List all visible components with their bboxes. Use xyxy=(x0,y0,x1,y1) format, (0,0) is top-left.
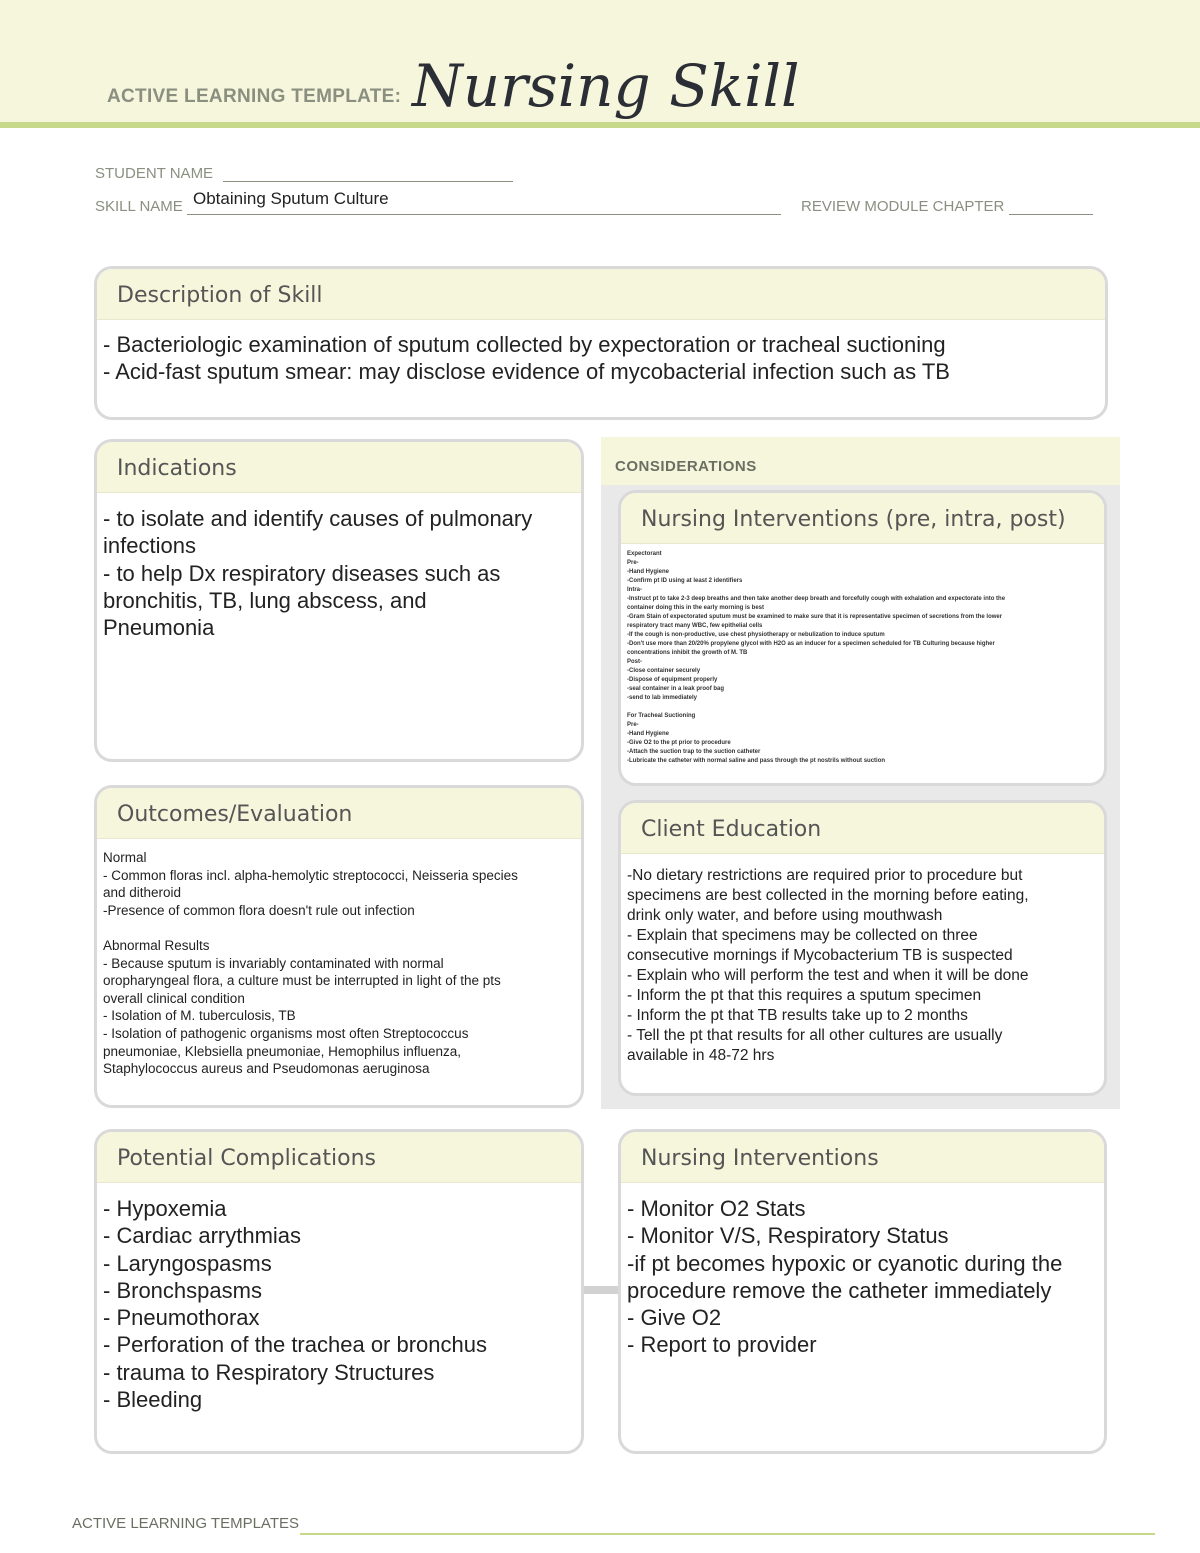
complications-header xyxy=(97,1132,581,1183)
ppp-line: concentrations inhibit the growth of M. TB xyxy=(627,650,748,656)
ppp-line: Pre- xyxy=(627,722,639,728)
indications-title: Indications xyxy=(117,456,237,481)
nursing-interventions-ppp-body xyxy=(621,544,1104,766)
ppp-line: Post- xyxy=(627,659,642,665)
client-education-line: -No dietary restrictions are required prior to procedure but xyxy=(627,867,1023,884)
ppp-line: Intra- xyxy=(627,587,642,593)
outcomes-line: - Isolation of pathogenic organisms most often Streptococcus xyxy=(103,1025,469,1041)
nursing-interventions-ppp-title: Nursing Interventions (pre, intra, post) xyxy=(641,507,1066,532)
indications-line: bronchitis, TB, lung abscess, and xyxy=(103,587,427,613)
footer-label: ACTIVE LEARNING TEMPLATES xyxy=(72,1515,299,1532)
indications-line: infections xyxy=(103,533,196,559)
complications-line: - Pneumothorax xyxy=(103,1305,260,1331)
description-header xyxy=(97,269,1105,320)
nursing-interventions-line: - Monitor V/S, Respiratory Status xyxy=(627,1223,949,1249)
client-education-line: - Inform the pt that this requires a sputum specimen xyxy=(627,987,982,1004)
client-education-line: drink only water, and before using mouthwash xyxy=(627,907,943,924)
complications-line: - Hypoxemia xyxy=(103,1196,227,1221)
outcomes-line: -Presence of common flora doesn't rule out infection xyxy=(103,902,415,918)
nursing-interventions-ppp-box xyxy=(618,490,1107,786)
outcomes-line: Abnormal Results xyxy=(103,937,210,953)
ppp-line: -send to lab immediately xyxy=(627,695,698,701)
review-module-line xyxy=(1009,200,1093,215)
ppp-line: -Hand Hygiene xyxy=(627,731,670,737)
nursing-interventions-line: procedure remove the catheter immediately xyxy=(627,1277,1052,1303)
client-education-line: - Explain who will perform the test and when it will be done xyxy=(627,967,1029,984)
footer-rule xyxy=(300,1533,1155,1535)
client-education-title: Client Education xyxy=(641,817,822,842)
connector-bar xyxy=(580,1286,622,1294)
complications-line: - Bleeding xyxy=(103,1387,203,1413)
nursing-interventions-body xyxy=(621,1183,1104,1359)
indications-body xyxy=(97,493,581,641)
complications-title: Potential Complications xyxy=(117,1146,376,1171)
nursing-interventions-line: -if pt becomes hypoxic or cyanotic during the xyxy=(627,1250,1063,1276)
client-education-line: available in 48-72 hrs xyxy=(627,1047,775,1064)
outcomes-line: Normal xyxy=(103,850,147,865)
student-name-label: STUDENT NAME xyxy=(95,165,214,182)
client-education-header xyxy=(621,803,1104,854)
ppp-line: -Confirm pt ID using at least 2 identifiers xyxy=(627,578,743,584)
header-rule xyxy=(0,122,1200,128)
indications-line: - to isolate and identify causes of pulmonary xyxy=(103,506,533,531)
considerations-label: CONSIDERATIONS xyxy=(615,458,757,475)
ppp-line: -seal container in a leak proof bag xyxy=(627,686,725,692)
description-title: Description of Skill xyxy=(117,283,323,308)
nursing-interventions-box xyxy=(618,1129,1107,1454)
review-module-field[interactable] xyxy=(801,198,1093,215)
outcomes-line: and ditheroid xyxy=(103,885,182,901)
description-box xyxy=(94,266,1108,420)
ppp-line: -If the cough is non-productive, use chest physiotherapy or nebulization to induce sputum xyxy=(627,632,885,638)
ppp-line: -Lubricate the catheter with normal saline and pass through the pt nostrils without suction xyxy=(627,758,886,764)
ppp-line: -Close container securely xyxy=(627,668,701,674)
complications-line: - Bronchspasms xyxy=(103,1277,262,1303)
client-education-box xyxy=(618,800,1107,1096)
outcomes-line: overall clinical condition xyxy=(103,990,245,1006)
template-label: ACTIVE LEARNING TEMPLATE: xyxy=(107,86,402,107)
ppp-line: container doing this in the early morning is best xyxy=(627,605,765,611)
ppp-line: Pre- xyxy=(627,560,639,566)
outcomes-line: pneumoniae, Klebsiella pneumoniae, Hemophilus influenza, xyxy=(103,1043,461,1059)
indications-box xyxy=(94,439,584,762)
outcomes-line: Staphylococcus aureus and Pseudomonas aeruginosa xyxy=(103,1061,430,1077)
client-education-line: consecutive mornings if Mycobacterium TB is suspected xyxy=(627,947,1013,964)
ppp-line: -Dispose of equipment properly xyxy=(627,677,718,683)
student-name-field[interactable] xyxy=(95,165,513,182)
outcomes-header xyxy=(97,788,581,839)
ppp-line: Expectorant xyxy=(627,551,662,557)
complications-line: - Cardiac arrythmias xyxy=(103,1223,302,1249)
client-education-line: - Explain that specimens may be collected on three xyxy=(627,927,978,944)
complications-body xyxy=(97,1183,581,1413)
outcomes-body xyxy=(97,839,581,1078)
ppp-line: -Don't use more than 20/20% propylene glycol with H2O as an inducer for a specimen scheduled for TB Culturing because higher xyxy=(627,641,995,647)
ppp-line: -Attach the suction trap to the suction catheter xyxy=(627,749,761,755)
indications-line: Pneumonia xyxy=(103,615,215,641)
outcomes-line: - Because sputum is invariably contaminated with normal xyxy=(103,955,444,971)
complications-line: - Perforation of the trachea or bronchus xyxy=(103,1332,487,1358)
complications-box xyxy=(94,1129,584,1454)
student-name-line xyxy=(223,167,513,182)
client-education-line: specimens are best collected in the morning before eating, xyxy=(627,887,1029,904)
client-education-line: - Inform the pt that TB results take up to 2 months xyxy=(627,1007,968,1024)
review-module-label: REVIEW MODULE CHAPTER xyxy=(801,198,1005,215)
outcomes-line xyxy=(103,919,573,937)
description-line: - Bacteriologic examination of sputum collected by expectoration or tracheal suctioning xyxy=(103,332,946,357)
ppp-line: -Instruct pt to take 2-3 deep breaths and then take another deep breath and forcefully cough with exhalation and expectorate into the xyxy=(627,596,1006,602)
nursing-interventions-ppp-header xyxy=(621,493,1104,544)
outcomes-line: - Isolation of M. tuberculosis, TB xyxy=(103,1008,296,1024)
ppp-line: For Tracheal Suctioning xyxy=(627,713,696,719)
description-line: - Acid-fast sputum smear: may disclose evidence of mycobacterial infection such as TB xyxy=(103,359,950,385)
client-education-body xyxy=(621,854,1104,1066)
outcomes-line: oropharyngeal flora, a culture must be interrupted in light of the pts xyxy=(103,973,501,989)
ppp-line: -Give O2 to the pt prior to procedure xyxy=(627,740,731,746)
description-body xyxy=(97,320,1105,386)
outcomes-line: - Common floras incl. alpha-hemolytic streptococci, Neisseria species xyxy=(103,867,518,883)
nursing-interventions-header xyxy=(621,1132,1104,1183)
nursing-interventions-line: - Monitor O2 Stats xyxy=(627,1196,806,1221)
client-education-line: - Tell the pt that results for all other cultures are usually xyxy=(627,1027,1003,1044)
nursing-interventions-title: Nursing Interventions xyxy=(641,1146,879,1171)
ppp-line xyxy=(627,703,1096,712)
indications-header xyxy=(97,442,581,493)
ppp-line: -Gram Stain of expectorated sputum must be examined to make sure that it is representative specimen of secretions from the lower xyxy=(627,614,1003,620)
complications-line: - trauma to Respiratory Structures xyxy=(103,1359,435,1385)
page-title: Nursing Skill xyxy=(412,52,800,120)
nursing-interventions-line: - Give O2 xyxy=(627,1305,722,1331)
ppp-line: -Hand Hygiene xyxy=(627,569,670,575)
outcomes-title: Outcomes/Evaluation xyxy=(117,802,353,827)
indications-line: - to help Dx respiratory diseases such as xyxy=(103,560,501,586)
skill-name-label: SKILL NAME xyxy=(95,198,183,215)
skill-name-value: Obtaining Sputum Culture xyxy=(193,189,389,208)
ppp-line: respiratory tract many WBC, few epithelial cells xyxy=(627,623,763,629)
nursing-interventions-line: - Report to provider xyxy=(627,1332,817,1358)
outcomes-box xyxy=(94,785,584,1108)
complications-line: - Laryngospasms xyxy=(103,1250,272,1276)
